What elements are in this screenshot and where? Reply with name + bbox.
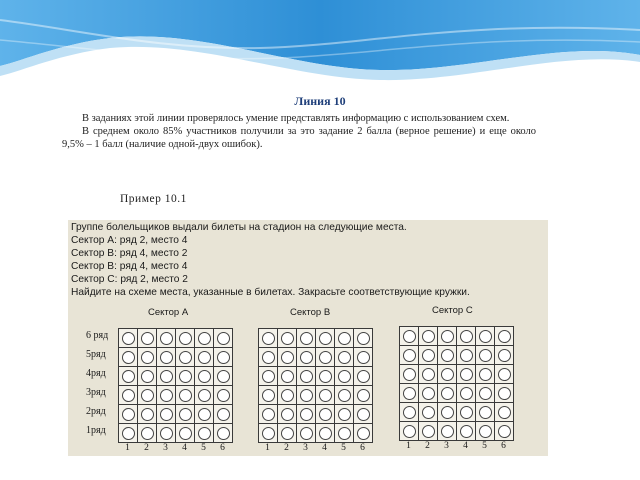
seat-circle[interactable] — [141, 370, 154, 383]
seat-sector-a-row-1-seat-4[interactable] — [176, 424, 195, 443]
seat-circle[interactable] — [422, 387, 435, 400]
seat-sector-c-row-3-seat-2[interactable] — [419, 384, 438, 403]
seat-sector-a-row-3-seat-5[interactable] — [195, 386, 214, 405]
seat-sector-c-row-5-seat-2[interactable] — [419, 346, 438, 365]
sector-a-seat-grid — [118, 328, 233, 443]
seat-circle[interactable] — [357, 427, 370, 440]
seat-sector-c-row-2-seat-1[interactable] — [400, 403, 419, 422]
seat-sector-b-row-5-seat-5[interactable] — [335, 348, 354, 367]
seat-sector-c-row-4-seat-4[interactable] — [457, 365, 476, 384]
seat-circle[interactable] — [160, 370, 173, 383]
seat-sector-b-row-1-seat-6[interactable] — [354, 424, 373, 443]
seat-sector-b-row-1-seat-4[interactable] — [316, 424, 335, 443]
seat-sector-a-row-5-seat-6[interactable] — [214, 348, 233, 367]
seat-sector-a-row-5-seat-3[interactable] — [157, 348, 176, 367]
seat-sector-c-row-5-seat-5[interactable] — [476, 346, 495, 365]
slide-title — [0, 94, 640, 109]
seat-sector-a-row-1-seat-5[interactable] — [195, 424, 214, 443]
column-number: 3 — [163, 443, 168, 453]
seat-circle[interactable] — [217, 370, 230, 383]
seat-sector-a-row-6-seat-2[interactable] — [138, 329, 157, 348]
column-number: 5 — [201, 443, 206, 453]
seat-sector-a-row-6-seat-5[interactable] — [195, 329, 214, 348]
seat-sector-b-row-6-seat-1[interactable] — [259, 329, 278, 348]
seat-circle[interactable] — [319, 389, 332, 402]
seat-sector-c-row-1-seat-1[interactable] — [400, 422, 419, 441]
seat-circle[interactable] — [460, 425, 473, 438]
seat-sector-b-row-2-seat-6[interactable] — [354, 405, 373, 424]
seat-sector-c-row-6-seat-2[interactable] — [419, 327, 438, 346]
seat-sector-a-row-2-seat-6[interactable] — [214, 405, 233, 424]
seat-sector-c-row-6-seat-4[interactable] — [457, 327, 476, 346]
seat-circle[interactable] — [422, 368, 435, 381]
slide-title-word: Линия — [294, 94, 331, 108]
seat-circle[interactable] — [160, 427, 173, 440]
seat-circle[interactable] — [479, 368, 492, 381]
seat-sector-c-row-3-seat-1[interactable] — [400, 384, 419, 403]
seat-circle[interactable] — [281, 427, 294, 440]
column-number: 5 — [341, 443, 346, 453]
column-number: 1 — [265, 443, 270, 453]
seat-circle[interactable] — [179, 370, 192, 383]
seat-sector-b-row-6-seat-2[interactable] — [278, 329, 297, 348]
seat-circle[interactable] — [422, 425, 435, 438]
seat-sector-a-row-4-seat-3[interactable] — [157, 367, 176, 386]
seat-sector-a-row-5-seat-2[interactable] — [138, 348, 157, 367]
seat-sector-a-row-5-seat-1[interactable] — [119, 348, 138, 367]
row-label-3: 3ряд — [86, 387, 106, 398]
column-number: 2 — [425, 441, 430, 451]
seat-circle[interactable] — [441, 425, 454, 438]
seat-sector-b-row-2-seat-3[interactable] — [297, 405, 316, 424]
seat-circle[interactable] — [122, 427, 135, 440]
seat-sector-a-row-6-seat-4[interactable] — [176, 329, 195, 348]
seat-sector-c-row-6-seat-1[interactable] — [400, 327, 419, 346]
seat-circle[interactable] — [141, 408, 154, 421]
seat-sector-c-row-6-seat-3[interactable] — [438, 327, 457, 346]
seat-circle[interactable] — [357, 389, 370, 402]
seat-circle[interactable] — [498, 425, 511, 438]
seat-circle[interactable] — [479, 387, 492, 400]
column-number: 1 — [125, 443, 130, 453]
seat-circle[interactable] — [281, 408, 294, 421]
seat-sector-a-row-6-seat-6[interactable] — [214, 329, 233, 348]
seat-circle[interactable] — [262, 408, 275, 421]
seat-circle[interactable] — [441, 406, 454, 419]
sector-c-column-numbers — [399, 441, 513, 451]
column-number: 6 — [501, 441, 506, 451]
seat-sector-b-row-2-seat-5[interactable] — [335, 405, 354, 424]
seat-sector-c-row-1-seat-6[interactable] — [495, 422, 514, 441]
seat-sector-c-row-5-seat-4[interactable] — [457, 346, 476, 365]
seat-circle[interactable] — [179, 427, 192, 440]
sector-c-seat-grid — [399, 326, 514, 441]
seat-sector-c-row-3-seat-6[interactable] — [495, 384, 514, 403]
seat-sector-b-row-4-seat-5[interactable] — [335, 367, 354, 386]
seat-circle[interactable] — [357, 408, 370, 421]
paragraph-results: В среднем около 85% участников получили за это задание 2 балла (верное решение) и еще около 9,5% – 1 балл (наличие одной-двух ошибок). — [62, 126, 536, 150]
seat-sector-b-row-6-seat-6[interactable] — [354, 329, 373, 348]
seat-circle[interactable] — [262, 389, 275, 402]
seat-circle[interactable] — [319, 408, 332, 421]
seat-circle[interactable] — [479, 330, 492, 343]
seat-sector-b-row-6-seat-4[interactable] — [316, 329, 335, 348]
seat-sector-c-row-5-seat-6[interactable] — [495, 346, 514, 365]
document-text — [62, 112, 536, 151]
seat-circle[interactable] — [338, 370, 351, 383]
seat-circle[interactable] — [141, 351, 154, 364]
seat-circle[interactable] — [403, 330, 416, 343]
seat-sector-b-row-5-seat-1[interactable] — [259, 348, 278, 367]
seat-sector-a-row-6-seat-3[interactable] — [157, 329, 176, 348]
seat-sector-c-row-2-seat-5[interactable] — [476, 403, 495, 422]
seat-circle[interactable] — [422, 330, 435, 343]
seat-sector-b-row-1-seat-3[interactable] — [297, 424, 316, 443]
seat-sector-c-row-1-seat-4[interactable] — [457, 422, 476, 441]
seat-circle[interactable] — [441, 349, 454, 362]
seat-sector-b-row-5-seat-4[interactable] — [316, 348, 335, 367]
seat-circle[interactable] — [217, 389, 230, 402]
seat-circle[interactable] — [422, 349, 435, 362]
seat-circle[interactable] — [357, 370, 370, 383]
seat-sector-b-row-3-seat-5[interactable] — [335, 386, 354, 405]
seat-circle[interactable] — [179, 351, 192, 364]
seat-circle[interactable] — [198, 351, 211, 364]
seat-circle[interactable] — [338, 389, 351, 402]
seat-circle[interactable] — [141, 427, 154, 440]
example-heading: Пример 10.1 — [120, 193, 187, 205]
seat-sector-c-row-2-seat-3[interactable] — [438, 403, 457, 422]
seat-circle[interactable] — [198, 370, 211, 383]
seat-circle[interactable] — [403, 425, 416, 438]
seat-circle[interactable] — [122, 370, 135, 383]
task-line: Сектор В: ряд 4, место 2 — [71, 248, 188, 259]
seat-circle[interactable] — [217, 332, 230, 345]
seat-sector-a-row-2-seat-5[interactable] — [195, 405, 214, 424]
seat-circle[interactable] — [498, 349, 511, 362]
seat-circle[interactable] — [403, 387, 416, 400]
seat-sector-a-row-2-seat-1[interactable] — [119, 405, 138, 424]
seat-circle[interactable] — [441, 330, 454, 343]
seat-sector-b-row-5-seat-3[interactable] — [297, 348, 316, 367]
column-number: 5 — [482, 441, 487, 451]
seat-circle[interactable] — [460, 349, 473, 362]
seat-sector-b-row-1-seat-1[interactable] — [259, 424, 278, 443]
seat-circle[interactable] — [198, 389, 211, 402]
task-line: Сектор С: ряд 2, место 2 — [71, 274, 188, 285]
seat-circle[interactable] — [338, 351, 351, 364]
seat-circle[interactable] — [281, 351, 294, 364]
row-label-2: 2ряд — [86, 406, 106, 417]
seat-circle[interactable] — [262, 370, 275, 383]
column-number: 3 — [444, 441, 449, 451]
seat-circle[interactable] — [160, 332, 173, 345]
seat-sector-c-row-1-seat-3[interactable] — [438, 422, 457, 441]
seat-sector-c-row-5-seat-3[interactable] — [438, 346, 457, 365]
seat-sector-b-row-6-seat-5[interactable] — [335, 329, 354, 348]
seat-sector-a-row-3-seat-2[interactable] — [138, 386, 157, 405]
seat-circle[interactable] — [403, 349, 416, 362]
sector-b-title: Сектор В — [290, 307, 331, 318]
seat-circle[interactable] — [262, 332, 275, 345]
seat-sector-c-row-6-seat-5[interactable] — [476, 327, 495, 346]
seat-sector-c-row-2-seat-6[interactable] — [495, 403, 514, 422]
column-number: 4 — [463, 441, 468, 451]
seat-circle[interactable] — [300, 370, 313, 383]
seat-sector-a-row-4-seat-1[interactable] — [119, 367, 138, 386]
seat-sector-c-row-4-seat-3[interactable] — [438, 365, 457, 384]
seat-sector-c-row-3-seat-4[interactable] — [457, 384, 476, 403]
seat-sector-b-row-5-seat-6[interactable] — [354, 348, 373, 367]
seat-sector-a-row-2-seat-3[interactable] — [157, 405, 176, 424]
seat-circle[interactable] — [357, 332, 370, 345]
sector-b-seat-grid — [258, 328, 373, 443]
seat-sector-a-row-3-seat-6[interactable] — [214, 386, 233, 405]
seat-circle[interactable] — [160, 408, 173, 421]
seat-sector-b-row-3-seat-2[interactable] — [278, 386, 297, 405]
column-number: 1 — [406, 441, 411, 451]
row-label-6: 6 ряд — [86, 330, 109, 341]
seat-circle[interactable] — [141, 332, 154, 345]
seat-circle[interactable] — [198, 408, 211, 421]
seat-sector-a-row-1-seat-2[interactable] — [138, 424, 157, 443]
seat-sector-c-row-1-seat-2[interactable] — [419, 422, 438, 441]
seat-circle[interactable] — [179, 408, 192, 421]
seat-circle[interactable] — [179, 332, 192, 345]
column-number: 6 — [220, 443, 225, 453]
seat-circle[interactable] — [198, 332, 211, 345]
task-line: Группе болельщиков выдали билеты на стадион на следующие места. — [71, 222, 407, 233]
seat-circle[interactable] — [217, 427, 230, 440]
seat-circle[interactable] — [460, 406, 473, 419]
seat-circle[interactable] — [479, 406, 492, 419]
seat-sector-a-row-3-seat-4[interactable] — [176, 386, 195, 405]
row-label-4: 4ряд — [86, 368, 106, 379]
seat-circle[interactable] — [122, 351, 135, 364]
seat-circle[interactable] — [300, 332, 313, 345]
seat-circle[interactable] — [319, 332, 332, 345]
sector-a-column-numbers — [118, 443, 232, 453]
seat-circle[interactable] — [281, 332, 294, 345]
slide-title-number: 10 — [333, 94, 346, 108]
seat-sector-c-row-4-seat-5[interactable] — [476, 365, 495, 384]
seat-circle[interactable] — [460, 387, 473, 400]
column-number: 2 — [144, 443, 149, 453]
seat-circle[interactable] — [160, 389, 173, 402]
seat-circle[interactable] — [498, 406, 511, 419]
seat-circle[interactable] — [403, 406, 416, 419]
seat-circle[interactable] — [441, 387, 454, 400]
seat-circle[interactable] — [319, 351, 332, 364]
seat-sector-a-row-3-seat-3[interactable] — [157, 386, 176, 405]
seat-sector-c-row-4-seat-1[interactable] — [400, 365, 419, 384]
seat-sector-a-row-5-seat-5[interactable] — [195, 348, 214, 367]
seat-circle[interactable] — [217, 351, 230, 364]
seat-circle[interactable] — [460, 368, 473, 381]
seat-sector-b-row-1-seat-2[interactable] — [278, 424, 297, 443]
seat-circle[interactable] — [338, 408, 351, 421]
task-line: Сектор А: ряд 2, место 4 — [71, 235, 188, 246]
seat-circle[interactable] — [460, 330, 473, 343]
sector-b-column-numbers — [258, 443, 372, 453]
seat-sector-c-row-5-seat-1[interactable] — [400, 346, 419, 365]
seat-sector-b-row-3-seat-3[interactable] — [297, 386, 316, 405]
seat-circle[interactable] — [198, 427, 211, 440]
seat-sector-b-row-3-seat-6[interactable] — [354, 386, 373, 405]
seat-circle[interactable] — [357, 351, 370, 364]
seat-sector-b-row-5-seat-2[interactable] — [278, 348, 297, 367]
seat-sector-a-row-3-seat-1[interactable] — [119, 386, 138, 405]
seat-circle[interactable] — [479, 425, 492, 438]
seat-sector-b-row-2-seat-4[interactable] — [316, 405, 335, 424]
seat-circle[interactable] — [498, 330, 511, 343]
seat-sector-c-row-2-seat-4[interactable] — [457, 403, 476, 422]
seat-sector-c-row-4-seat-2[interactable] — [419, 365, 438, 384]
seat-circle[interactable] — [262, 427, 275, 440]
seat-circle[interactable] — [300, 351, 313, 364]
seat-sector-b-row-4-seat-4[interactable] — [316, 367, 335, 386]
seat-sector-a-row-1-seat-3[interactable] — [157, 424, 176, 443]
seat-sector-a-row-5-seat-4[interactable] — [176, 348, 195, 367]
seat-circle[interactable] — [281, 370, 294, 383]
column-number: 4 — [182, 443, 187, 453]
seat-sector-c-row-4-seat-6[interactable] — [495, 365, 514, 384]
column-number: 4 — [322, 443, 327, 453]
seat-sector-c-row-2-seat-2[interactable] — [419, 403, 438, 422]
seat-sector-c-row-1-seat-5[interactable] — [476, 422, 495, 441]
seat-sector-a-row-6-seat-1[interactable] — [119, 329, 138, 348]
sector-c-title: Сектор С — [432, 305, 473, 316]
seat-sector-a-row-1-seat-6[interactable] — [214, 424, 233, 443]
column-number: 6 — [360, 443, 365, 453]
seat-circle[interactable] — [122, 332, 135, 345]
seat-sector-a-row-4-seat-6[interactable] — [214, 367, 233, 386]
seat-circle[interactable] — [217, 408, 230, 421]
seat-sector-a-row-2-seat-2[interactable] — [138, 405, 157, 424]
row-label-1: 1ряд — [86, 425, 106, 436]
sector-a-title: Сектор А — [148, 307, 189, 318]
seat-sector-b-row-4-seat-2[interactable] — [278, 367, 297, 386]
seat-circle[interactable] — [141, 389, 154, 402]
seat-sector-c-row-6-seat-6[interactable] — [495, 327, 514, 346]
seat-circle[interactable] — [319, 427, 332, 440]
seat-circle[interactable] — [441, 368, 454, 381]
seat-circle[interactable] — [300, 389, 313, 402]
seat-circle[interactable] — [422, 406, 435, 419]
seat-circle[interactable] — [319, 370, 332, 383]
seat-circle[interactable] — [338, 427, 351, 440]
seat-sector-b-row-4-seat-6[interactable] — [354, 367, 373, 386]
seat-sector-b-row-1-seat-5[interactable] — [335, 424, 354, 443]
seat-circle[interactable] — [300, 427, 313, 440]
task-line: Найдите на схеме места, указанные в билетах. Закрасьте соответствующие кружки. — [71, 287, 470, 298]
seat-sector-c-row-3-seat-3[interactable] — [438, 384, 457, 403]
seat-circle[interactable] — [262, 351, 275, 364]
task-line: Сектор В: ряд 4, место 4 — [71, 261, 188, 272]
seat-sector-a-row-4-seat-4[interactable] — [176, 367, 195, 386]
seat-sector-b-row-3-seat-4[interactable] — [316, 386, 335, 405]
seat-circle[interactable] — [281, 389, 294, 402]
seat-sector-b-row-3-seat-1[interactable] — [259, 386, 278, 405]
column-number: 3 — [303, 443, 308, 453]
seat-sector-b-row-4-seat-1[interactable] — [259, 367, 278, 386]
seat-circle[interactable] — [479, 349, 492, 362]
row-label-5: 5ряд — [86, 349, 106, 360]
seat-sector-b-row-6-seat-3[interactable] — [297, 329, 316, 348]
seat-sector-c-row-3-seat-5[interactable] — [476, 384, 495, 403]
task-panel — [68, 220, 548, 456]
seat-sector-a-row-4-seat-5[interactable] — [195, 367, 214, 386]
paragraph-intro: В заданиях этой линии проверялось умение представлять информацию с использованием схем. — [82, 113, 510, 124]
seat-sector-b-row-2-seat-1[interactable] — [259, 405, 278, 424]
column-number: 2 — [284, 443, 289, 453]
seat-circle[interactable] — [338, 332, 351, 345]
seat-sector-b-row-4-seat-3[interactable] — [297, 367, 316, 386]
seat-sector-b-row-2-seat-2[interactable] — [278, 405, 297, 424]
seat-circle[interactable] — [160, 351, 173, 364]
seat-circle[interactable] — [300, 408, 313, 421]
seat-sector-a-row-1-seat-1[interactable] — [119, 424, 138, 443]
seat-circle[interactable] — [122, 408, 135, 421]
seat-circle[interactable] — [498, 368, 511, 381]
seat-sector-a-row-2-seat-4[interactable] — [176, 405, 195, 424]
seat-circle[interactable] — [179, 389, 192, 402]
seat-circle[interactable] — [403, 368, 416, 381]
seat-circle[interactable] — [122, 389, 135, 402]
seat-sector-a-row-4-seat-2[interactable] — [138, 367, 157, 386]
seat-circle[interactable] — [498, 387, 511, 400]
